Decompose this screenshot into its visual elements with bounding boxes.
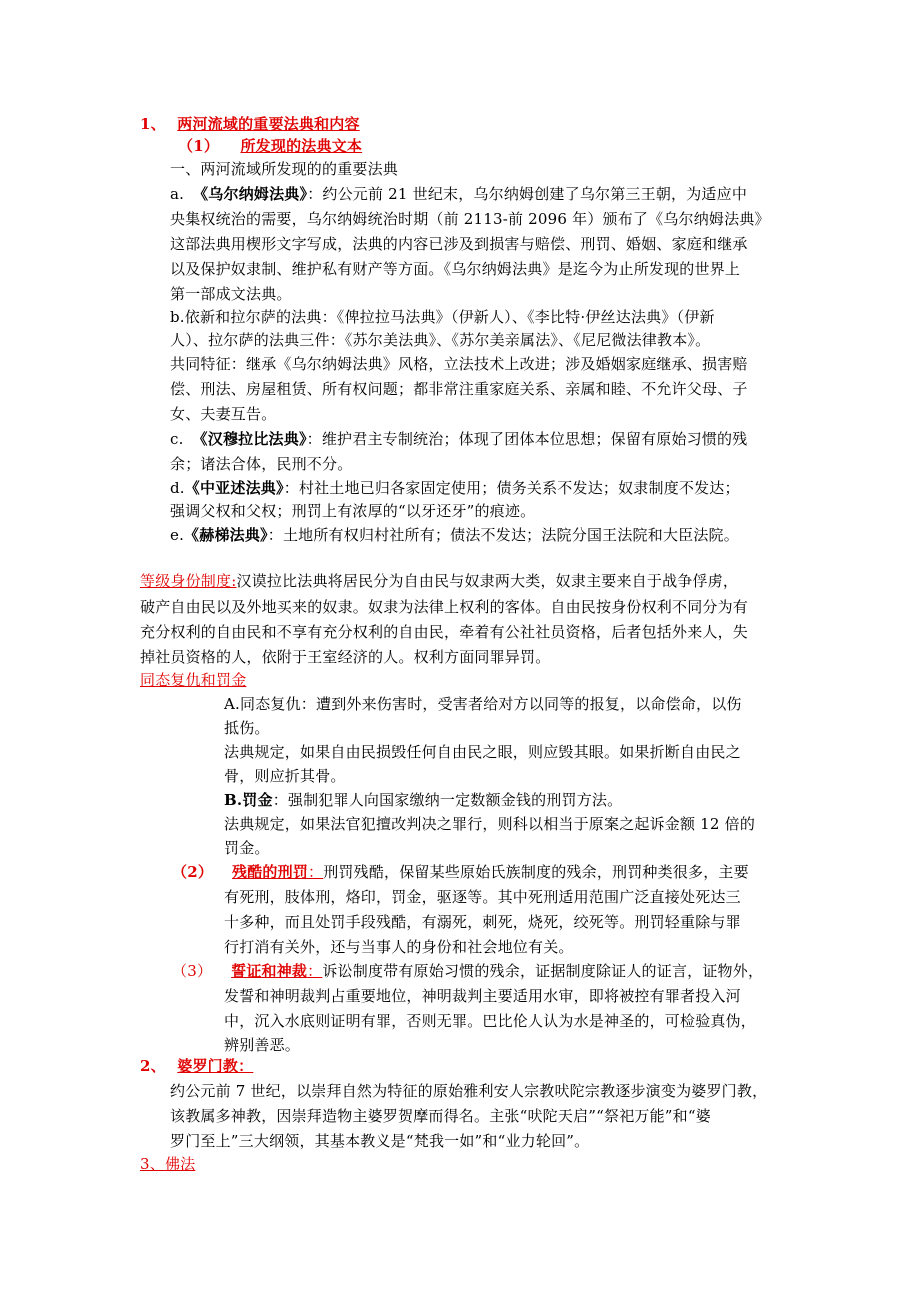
status-line-1 <box>140 570 738 592</box>
status-line-2: 破产自由民以及外地买来的奴隶。奴隶为法律上权利的客体。自由民按身份权利不同分为有 <box>140 598 749 616</box>
brahman-line-1: 约公元前 7 世纪，以崇拜自然为特征的原始雅利安人宗教吠陀宗教逐步演变为婆罗门教， <box>170 1082 768 1100</box>
cruel-text-1: 刑罚残酷，保留某些原始氏族制度的残余，刑罚种类很多，主要 <box>323 863 749 881</box>
heading-2 <box>140 1055 253 1077</box>
revenge-a-line-4: 骨，则应折其骨。 <box>224 767 346 785</box>
status-text-1: 汉谟拉比法典将居民分为自由民与奴隶两大类，奴隶主要来自于战争俘虏， <box>236 572 739 590</box>
item-a-line-3: 这部法典用楔形文字写成，法典的内容已涉及到损害与赔偿、刑罚、婚姻、家庭和继承 <box>170 235 748 253</box>
cruel-number: （2） <box>172 863 214 881</box>
status-line-3: 充分权利的自由民和不享有充分权利的自由民，牵着有公社社员资格，后者包括外来人，失 <box>140 623 749 641</box>
item-a-title: 《乌尔纳姆法典》 <box>193 185 308 203</box>
brahman-line-3: 罗门至上”三大纲领，其基本教义是“梵我一如”和“业力轮回”。 <box>170 1132 590 1150</box>
item-a-label: a. <box>170 185 185 203</box>
cruel-colon: ： <box>308 863 324 881</box>
item-e-title: 《赫梯法典》 <box>184 526 268 544</box>
intro-line: 一、两河流域所发现的的重要法典 <box>170 160 399 178</box>
item-e-line-1 <box>170 524 739 546</box>
item-e-label: e. <box>170 526 185 544</box>
item-c-line-2: 余；诸法合体，民刑不分。 <box>170 455 353 473</box>
brahman-line-2: 该教属多神教，因崇拜造物主婆罗贺摩而得名。主张“吠陀天启”“祭祀万能”和“婆 <box>170 1107 711 1125</box>
revenge-b-line-2: 法典规定，如果法官犯擅改判决之罪行，则科以相当于原案之起诉金额 12 倍的 <box>224 815 756 833</box>
item-c-label: c. <box>170 430 184 448</box>
item-b-line-2: 人）、拉尔萨的法典三件：《苏尔美法典》、《苏尔美亲属法》、《尼尼微法律教本》。 <box>170 331 711 349</box>
item-a-line-2: 央集权统治的需要，乌尔纳姆统治时期（前 2113-前 2096 年）颁布了《乌尔纳姆法典》 <box>170 210 770 228</box>
cruel-line-2: 有死刑，肢体刑，烙印，罚金，驱逐等。其中死刑适用范围广泛直接处死达三 <box>224 888 741 906</box>
cruel-line-4: 行打消有关外，还与当事人的身份和社会地位有关。 <box>224 938 574 956</box>
heading-2-number: 2、 <box>140 1057 166 1075</box>
revenge-a-line-1: A.同态复仇：遭到外来伤害时，受害者给对方以同等的报复，以命偿命，以伤 <box>224 695 742 713</box>
revenge-b-line-1 <box>224 789 622 811</box>
subheading-1 <box>178 135 362 157</box>
item-a-line-4: 以及保护奴隶制、维护私有财产等方面。《乌尔纳姆法典》是迄今为止所发现的世界上 <box>170 260 741 278</box>
item-b-line-1: b.依新和拉尔萨的法典：《俾拉拉马法典》（伊新人）、《李比特·伊丝达法典》（伊新 <box>170 308 715 326</box>
status-label: 等级身份制度: <box>140 572 237 590</box>
revenge-heading: 同态复仇和罚金 <box>140 671 247 689</box>
cruel-line-1 <box>172 861 749 883</box>
status-line-4: 掉社员资格的人，依附于王室经济的人。权利方面同罪异罚。 <box>140 648 551 666</box>
revenge-b-title: B.罚金 <box>224 791 273 809</box>
heading-2-title: 婆罗门教： <box>177 1057 254 1075</box>
oath-colon: ： <box>307 962 323 980</box>
subheading-1-number: （1） <box>178 137 220 155</box>
item-d-line-1 <box>170 477 740 499</box>
heading-1-number: 1、 <box>140 115 166 133</box>
item-c-line-1 <box>170 428 747 450</box>
common-line-2: 偿、刑法、房屋租赁、所有权问题；都非常注重家庭关系、亲属和睦、不允许父母、子 <box>170 380 748 398</box>
oath-number: （3） <box>172 962 213 980</box>
item-d-line-2: 强调父权和父权；刑罚上有浓厚的“以牙还牙”的痕迹。 <box>170 502 536 520</box>
item-a-line-1 <box>170 183 747 205</box>
oath-line-1 <box>172 960 763 982</box>
heading-3: 3、佛法 <box>140 1155 196 1173</box>
revenge-a-line-2: 抵伤。 <box>224 719 270 737</box>
revenge-a-line-3: 法典规定，如果自由民损毁任何自由民之眼，则应毁其眼。如果折断自由民之 <box>224 743 741 761</box>
item-d-text-1: ：村社土地已归各家固定使用；债务关系不发达；奴隶制度不发达； <box>283 479 740 497</box>
cruel-title: 残酷的刑罚 <box>232 863 309 881</box>
heading-1-title: 两河流域的重要法典和内容 <box>177 115 360 133</box>
revenge-b-line-3: 罚金。 <box>224 839 270 857</box>
common-line-1: 共同特征：继承《乌尔纳姆法典》风格，立法技术上改进；涉及婚姻家庭继承、损害赔 <box>170 355 748 373</box>
oath-line-3: 中，沉入水底则证明有罪，否则无罪。巴比伦人认为水是神圣的，可检验真伪， <box>224 1012 757 1030</box>
oath-line-4: 辨别善恶。 <box>224 1036 301 1054</box>
item-c-title: 《汉穆拉比法典》 <box>192 430 307 448</box>
subheading-1-title: 所发现的法典文本 <box>240 137 363 155</box>
heading-1 <box>140 113 360 135</box>
item-d-title: 《中亚述法典》 <box>184 479 284 497</box>
oath-text-1: 诉讼制度带有原始习惯的残余，证据制度除证人的证言，证物外， <box>322 962 764 980</box>
cruel-line-3: 十多种，而且处罚手段残酷，有溺死，刺死，烧死，绞死等。刑罚轻重除与罪 <box>224 913 741 931</box>
revenge-b-text-1: ：强制犯罪人向国家缴纳一定数额金钱的刑罚方法。 <box>272 791 623 809</box>
item-d-label: d. <box>170 479 185 497</box>
item-e-text-1: ：土地所有权归村社所有；债法不发达；法院分国王法院和大臣法院。 <box>267 526 739 544</box>
common-line-3: 女、夫妻互告。 <box>170 405 277 423</box>
oath-line-2: 发誓和神明裁判占重要地位，神明裁判主要适用水审，即将被控有罪者投入河 <box>224 987 741 1005</box>
item-a-text-1: ：约公元前 21 世纪末，乌尔纳姆创建了乌尔第三王朝，为适应中 <box>307 185 748 203</box>
oath-title: 誓证和神裁 <box>231 962 308 980</box>
item-a-line-5: 第一部成文法典。 <box>170 285 292 303</box>
item-c-text-1: ：维护君主专制统治；体现了团体本位思想；保留有原始习惯的残 <box>306 430 748 448</box>
